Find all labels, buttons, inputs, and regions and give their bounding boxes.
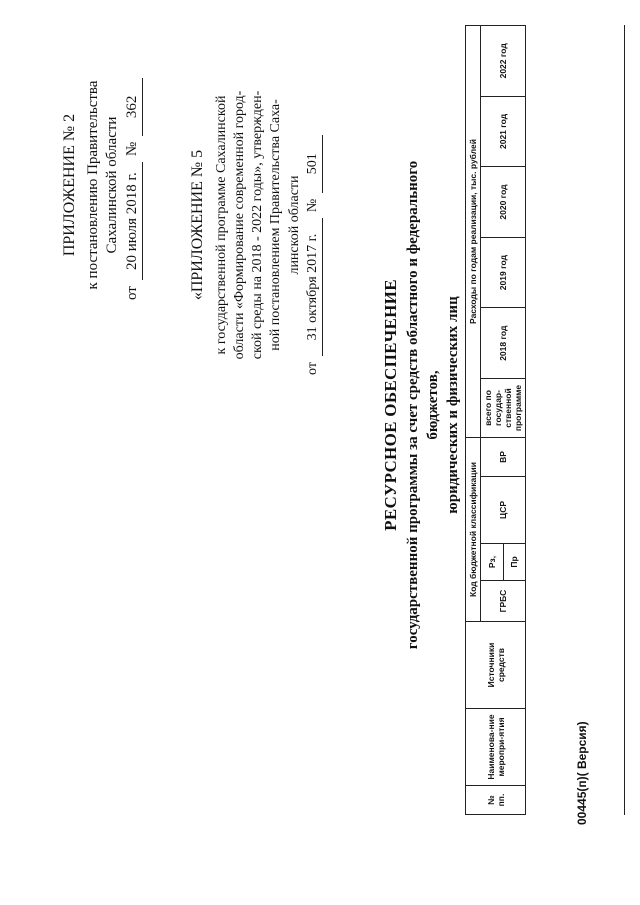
appendix-from-label: от xyxy=(123,286,140,300)
appendix2-number: 501 xyxy=(304,135,323,193)
appendix-title: ПРИЛОЖЕНИЕ № 2 xyxy=(61,113,78,257)
col-grbs-header: ГРБС xyxy=(481,581,526,622)
appendix2-line4: ной постановлением Правительства Саха- xyxy=(268,99,284,351)
appendix2-line2: области «Формирование современной город- xyxy=(231,90,247,360)
year-2020-header: 2020 год xyxy=(481,167,526,238)
col-expenses-header: Расходы по годам реализации, тыс. рублей xyxy=(466,26,481,438)
heading-subtitle2: юридических и физических лиц xyxy=(445,296,462,514)
appendix-number: 362 xyxy=(123,78,144,136)
col-total-header: всего по государ-ственной программе xyxy=(481,379,526,438)
appendix-line2: Сахалинской области xyxy=(104,116,121,254)
appendix-no-label: № xyxy=(123,141,140,157)
col-name-header: Наименова-ние меропри-ятия xyxy=(466,709,526,786)
appendix-block xyxy=(60,70,143,300)
col-rz-header: Рз, xyxy=(481,544,504,581)
year-2018-header: 2018 год xyxy=(481,308,526,379)
table-header-row-1 xyxy=(466,26,481,815)
appendix2-block xyxy=(188,75,323,375)
footer-code: 00445(п)( Версия) xyxy=(575,721,589,825)
heading-subtitle1: государственной программы за счет средств областного и федерального бюджетов, xyxy=(404,160,442,650)
appendix-line1: к постановлению Правительства xyxy=(84,80,101,290)
col-csr-header: ЦСР xyxy=(481,477,526,544)
col-pr-header: Пр xyxy=(503,544,526,581)
appendix2-line3: ской среды на 2018 - 2022 годы», утвержден- xyxy=(250,90,266,360)
appendix2-from-label: от xyxy=(304,362,320,375)
year-2022-header: 2022 год xyxy=(481,26,526,97)
col-source-header: Источники средств xyxy=(466,622,526,709)
resource-table xyxy=(465,25,526,815)
document-heading xyxy=(380,145,464,665)
heading-title: РЕСУРСНОЕ ОБЕСПЕЧЕНИЕ xyxy=(381,279,400,531)
appendix2-line1: к государственной программе Сахалинской xyxy=(213,95,229,355)
appendix2-line5: линской области xyxy=(286,175,302,275)
appendix2-date-line xyxy=(304,75,323,375)
appendix2-no-label: № xyxy=(304,198,320,213)
appendix-date-line xyxy=(123,70,144,300)
col-budget-header: Код бюджетной классификации xyxy=(466,438,481,622)
appendix2-date: 31 октября 2017 г. xyxy=(304,218,323,356)
col-vr-header: ВР xyxy=(481,438,526,477)
table-bottom-border xyxy=(624,25,625,815)
year-2019-header: 2019 год xyxy=(481,237,526,308)
col-no-header: № пп. xyxy=(466,786,526,815)
appendix2-title: «ПРИЛОЖЕНИЕ № 5 xyxy=(189,149,206,301)
year-2021-header: 2021 год xyxy=(481,96,526,167)
appendix-date: 20 июля 2018 г. xyxy=(123,162,144,280)
